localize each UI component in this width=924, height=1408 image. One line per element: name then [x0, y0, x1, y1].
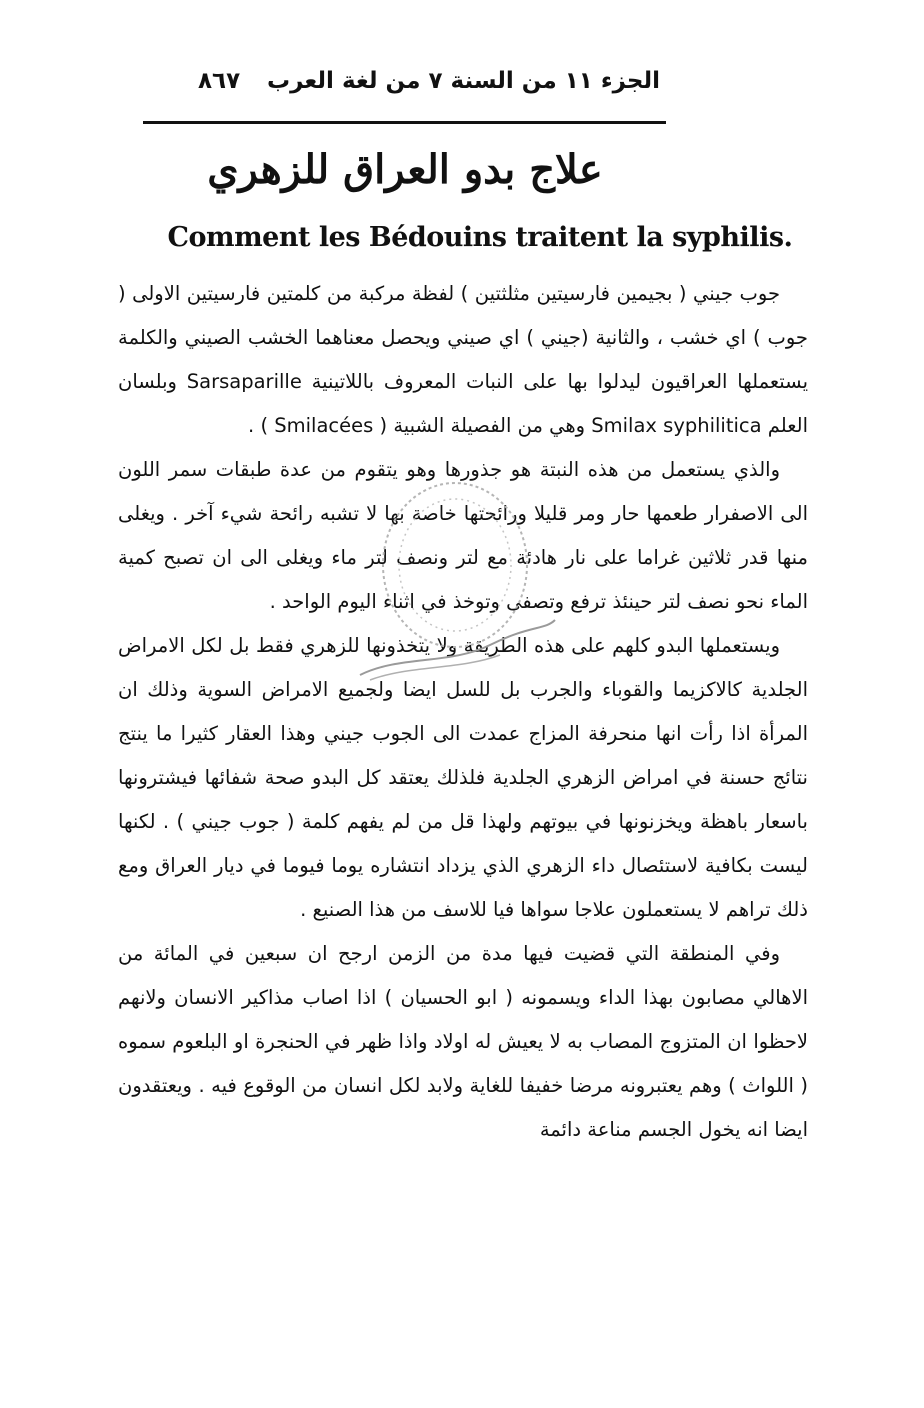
latin-term-smilax: Smilax syphilitica	[591, 414, 762, 437]
header-rule	[143, 121, 666, 124]
paragraph-1-text-before: جوب جيني ( بجيمين فارسيتين مثلثتين ) لفظة مركبة من كلمتين فارسيتين الاولى ( جوب ) اي خشب ، والثانية (جيني ) اي صيني ويحصل معناهما الخشب الصيني والكلمة يستعملها العراقيون ليدلوا بها على النبات المعروف باللاتينية	[118, 282, 808, 393]
paragraph-1	[118, 272, 808, 448]
paragraph-1-text-middle: وبلسان العلم	[118, 370, 808, 437]
page-number: ٨٦٧	[198, 68, 241, 94]
article-title-arabic: علاج بدو العراق للزهري	[207, 146, 603, 193]
running-header	[190, 68, 660, 108]
paragraph-2: والذي يستعمل من هذه النبتة هو جذورها وهو يتقوم من عدة طبقات سمر اللون الى الاصفرار طعمها حار ومر قليلا ورائحتها خاصة بها لا تشبه رائحة شيء آخر . ويغلى منها قدر ثلاثين غراما على نار هادئة مع لتر ونصف لتر ماء ويغلى الى ان تصبح كمية الماء نحو نصف لتر حينئذ ترفع وتصفى وتوخذ في اثناء اليوم الواحد .	[118, 458, 808, 613]
running-title: الجزء ١١ من السنة ٧ من لغة العرب	[267, 68, 660, 94]
latin-term-sarsaparille: Sarsaparille	[186, 370, 302, 393]
paragraph-3: ويستعملها البدو كلهم على هذه الطريقة ولا يتخذونها للزهري فقط بل لكل الامراض الجلدية كالاكزيما والقوباء والجرب بل للسل ايضا ولجميع الامراض السوية وذلك ان المرأة اذا رأت انها منحرفة المزاج عمدت الى الجوب جيني وهذا العقار كثيرا ما ينتج نتائج حسنة في امراض الزهري الجلدية فلذلك يعتقد كل البدو صحة شفائها فيشترونها باسعار باهظة ويخزنونها في بيوتهم ولهذا قل من لم يفهم كلمة ( جوب جيني ) . لكنها ليست بكافية لاستئصال داء الزهري الذي يزداد انتشاره يوما فيوما في ديار العراق ومع ذلك تراهم لا يستعملون علاجا سواها فيا للاسف من هذا الصنيع .	[118, 634, 808, 921]
paragraph-4: وفي المنطقة التي قضيت فيها مدة من الزمن ارجح ان سبعين في المائة من الاهالي مصابون بهذا الداء ويسمونه ( ابو الحسيان ) اذا اصاب مذاكير الانسان ولانهم لاحظوا ان المتزوج المصاب به لا يعيش له اولاد واذا ظهر في الحنجرة او البلعوم سموه ( اللواث ) وهم يعتبرونه مرضا خفيفا للغاية ولابد لكل انسان من الوقوع فيه . ويعتقدون ايضا انه يخول الجسم مناعة دائمة	[118, 942, 808, 1141]
latin-term-smilacees: ( Smilacées )	[260, 414, 388, 437]
article-body	[118, 272, 808, 1152]
paragraph-1-end: .	[248, 414, 255, 437]
article-title-french: Comment les Bédouins traitent la syphilis.	[167, 222, 793, 253]
paragraph-1-text-after: وهي من الفصيلة الشبية	[393, 414, 586, 437]
